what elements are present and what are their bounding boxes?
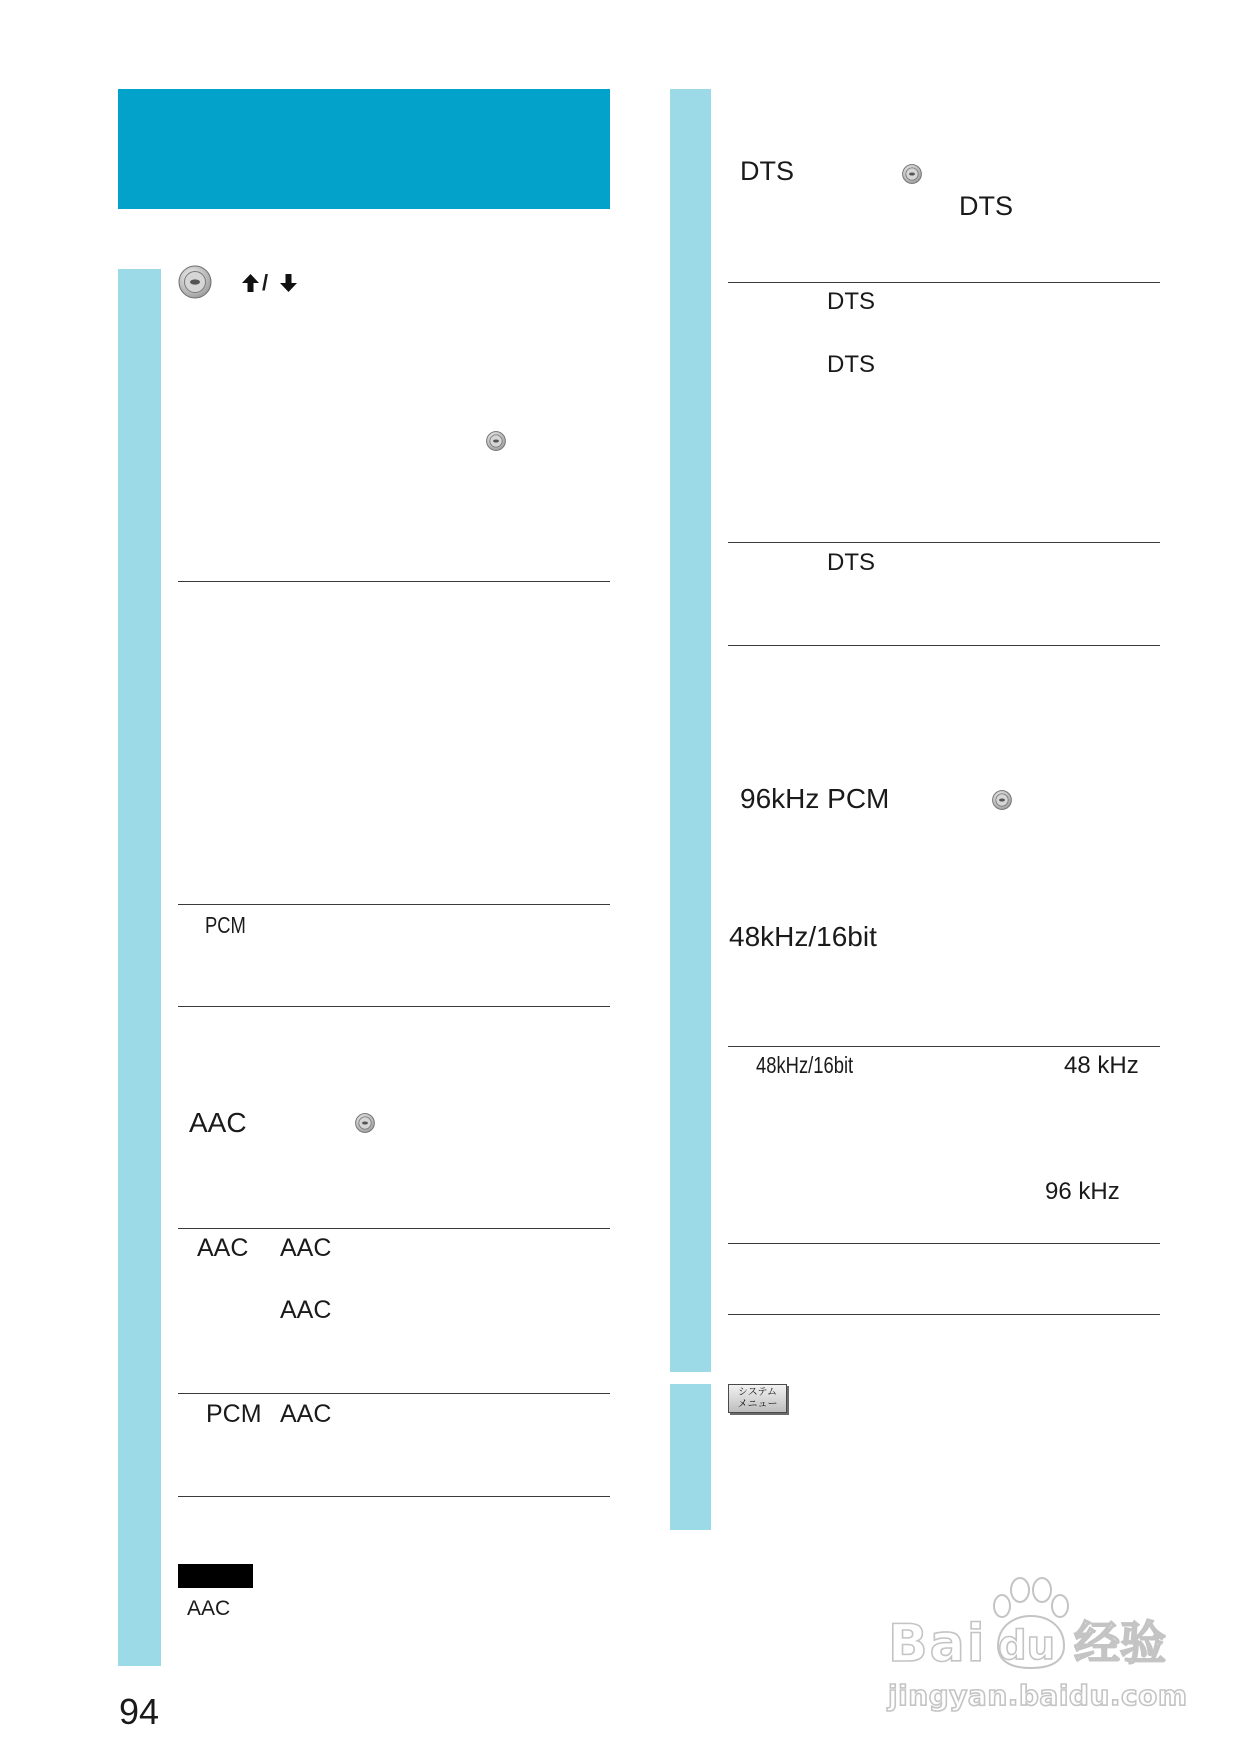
- divider: [178, 1496, 610, 1497]
- aac-row-value-line2: AAC: [280, 1296, 332, 1324]
- divider: [178, 1393, 610, 1394]
- pcm-row-label-text: PCM: [205, 912, 246, 938]
- enter-button-icon: [992, 790, 1012, 810]
- divider: [178, 581, 610, 582]
- rate-row-value-b: 96 kHz: [1045, 1178, 1120, 1205]
- divider: [728, 645, 1160, 646]
- baidu-jingyan-watermark: [886, 1576, 1188, 1721]
- left-sidebar-bar: [118, 269, 161, 1666]
- down-arrow-icon: [280, 274, 297, 292]
- watermark-brand-left: Bai: [888, 1614, 987, 1674]
- watermark-url: jingyan.baidu.com: [888, 1679, 1188, 1712]
- pcm-aac-row-label: PCM: [206, 1400, 262, 1428]
- divider: [178, 1228, 610, 1229]
- pcm96-heading: 96kHz PCM: [740, 783, 890, 814]
- dts-row1-text-a: DTS: [827, 288, 875, 315]
- aac-row-label: AAC: [197, 1234, 249, 1262]
- rate-row-value-a: 48 kHz: [1064, 1052, 1139, 1079]
- divider: [178, 1006, 610, 1007]
- arrow-separator: /: [262, 270, 269, 295]
- pcm-row-label: [205, 914, 256, 937]
- system-menu-key-line2: メニュー: [737, 1399, 778, 1410]
- divider: [728, 1243, 1160, 1244]
- divider: [728, 282, 1160, 283]
- up-arrow-icon: [242, 274, 259, 292]
- dts-row2-text: DTS: [827, 549, 875, 576]
- note-text: AAC: [187, 1597, 231, 1620]
- right-sidebar-bar: [670, 89, 711, 1372]
- note-tag: [178, 1564, 253, 1588]
- bits-heading: 48kHz/16bit: [729, 921, 877, 952]
- right-sidebar-bar-lower: [670, 1384, 711, 1530]
- system-menu-key-line1: システム: [738, 1387, 777, 1398]
- enter-button-icon: [902, 164, 922, 184]
- enter-button-icon: [178, 265, 212, 299]
- watermark-brand-right: du: [998, 1623, 1056, 1669]
- rate-row-label: [756, 1054, 877, 1077]
- divider: [728, 1046, 1160, 1047]
- system-menu-key-icon: [728, 1384, 787, 1413]
- up-down-arrow-keys: [242, 270, 298, 295]
- divider: [728, 1314, 1160, 1315]
- dts-heading-line2: DTS: [959, 191, 1013, 221]
- divider: [728, 542, 1160, 543]
- enter-button-icon: [486, 431, 506, 451]
- section-header-bar: [118, 89, 610, 209]
- aac-heading: AAC: [189, 1107, 247, 1138]
- dts-heading-line1: DTS: [740, 156, 794, 186]
- page-number: 94: [119, 1691, 160, 1732]
- aac-row-value: AAC: [280, 1234, 332, 1262]
- dts-row1-text-b: DTS: [827, 351, 875, 378]
- pcm-aac-row-value: AAC: [280, 1400, 332, 1428]
- enter-button-icon: [355, 1113, 375, 1133]
- divider: [178, 904, 610, 905]
- rate-row-label-text: 48kHz/16bit: [756, 1052, 854, 1078]
- watermark-brand-cn: 经验: [1074, 1616, 1166, 1670]
